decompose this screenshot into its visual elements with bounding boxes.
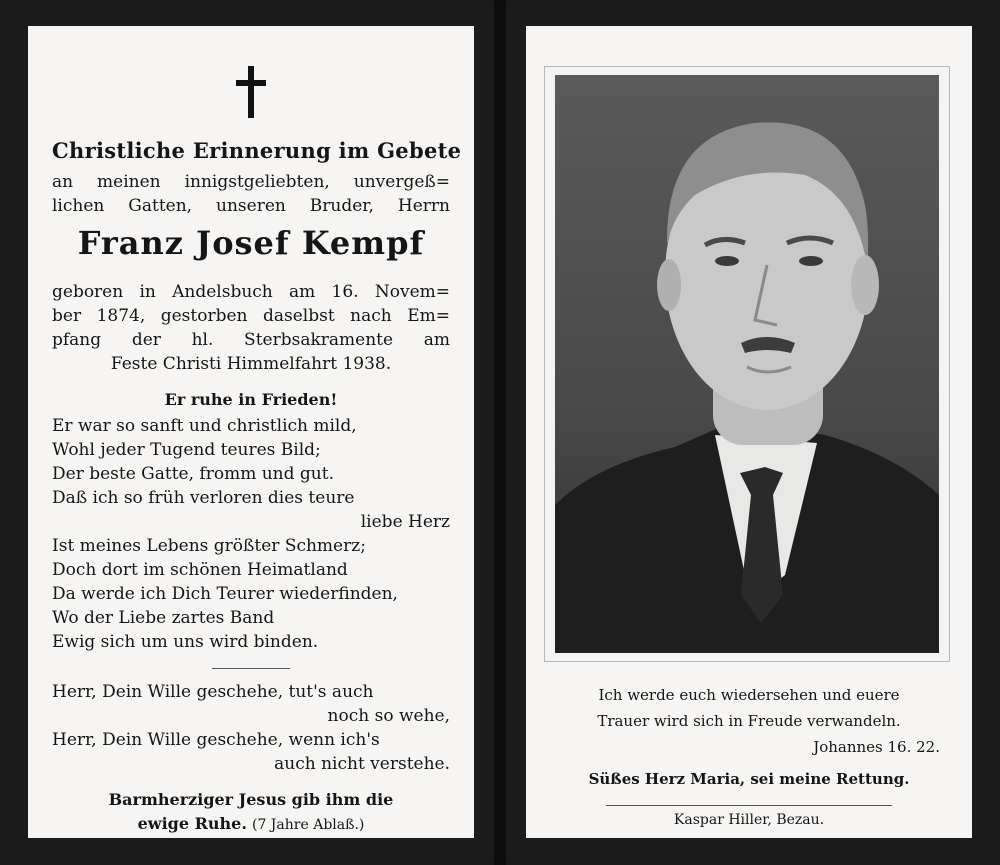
poem-line-9: Wo der Liebe zartes Band <box>52 608 275 628</box>
indulgence-line-2 <box>52 814 450 833</box>
printer-credit: Kaspar Hiller, Bezau. <box>673 812 825 828</box>
verse-line-1: Ich werde euch wiedersehen und euere <box>598 686 900 704</box>
poem-line-4: Daß ich so früh verloren dies teure <box>52 488 355 508</box>
right-card <box>506 8 992 857</box>
bio-line-1: geboren in Andelsbuch am 16. Novem= <box>52 282 450 302</box>
poem-line-1: Er war so sanft und christlich mild, <box>52 416 357 436</box>
indulgence-note: (7 Jahre Ablaß.) <box>251 817 365 833</box>
printer-divider <box>606 805 892 806</box>
bio-line-2: ber 1874, gestorben daselbst nach Em= <box>52 306 450 326</box>
intro-line-1: an meinen innigstgeliebten, unvergeß= <box>52 172 450 192</box>
rest-in-peace: Er ruhe in Frieden! <box>164 390 338 409</box>
indulgence-line-1: Barmherziger Jesus gib ihm die <box>108 790 394 809</box>
poem-line-6: Ist meines Lebens größter Schmerz; <box>52 536 366 556</box>
poem-line-5: liebe Herz <box>360 512 450 532</box>
card-fold <box>494 0 506 865</box>
portrait-illustration <box>555 75 939 653</box>
prayer-line-4: auch nicht verstehe. <box>274 754 450 774</box>
prayer-line-2: noch so wehe, <box>327 706 450 726</box>
left-panel <box>28 26 474 838</box>
divider-line <box>212 668 290 669</box>
prayer-line-3: Herr, Dein Wille geschehe, wenn ich's <box>52 730 380 750</box>
prayer-line-1: Herr, Dein Wille geschehe, tut's auch <box>52 682 374 702</box>
indulgence-bold: ewige Ruhe. <box>137 814 247 833</box>
portrait-frame <box>544 66 950 662</box>
bio-line-3: pfang der hl. Sterbsakramente am <box>52 330 450 350</box>
verse-reference: Johannes 16. 22. <box>813 738 940 756</box>
poem-line-7: Doch dort im schönen Heimatland <box>52 560 348 580</box>
right-panel <box>526 26 972 838</box>
poem-line-8: Da werde ich Dich Teurer wiederfinden, <box>52 584 398 604</box>
intro-line-2: lichen Gatten, unseren Bruder, Herrn <box>52 196 450 216</box>
cross-icon <box>234 66 268 118</box>
heading: Christliche Erinnerung im Gebete <box>52 138 462 163</box>
bio-line-4: Feste Christi Himmelfahrt 1938. <box>110 354 392 374</box>
portrait-photo <box>555 75 939 653</box>
left-card <box>8 8 494 857</box>
sacred-heart-prayer: Süßes Herz Maria, sei meine Rettung. <box>588 770 910 788</box>
poem-line-10: Ewig sich um uns wird binden. <box>52 632 319 652</box>
verse-line-2: Trauer wird sich in Freude verwandeln. <box>597 712 901 730</box>
deceased-name: Franz Josef Kempf <box>77 224 425 262</box>
poem-line-3: Der beste Gatte, fromm und gut. <box>52 464 334 484</box>
poem-line-2: Wohl jeder Tugend teures Bild; <box>52 440 321 460</box>
